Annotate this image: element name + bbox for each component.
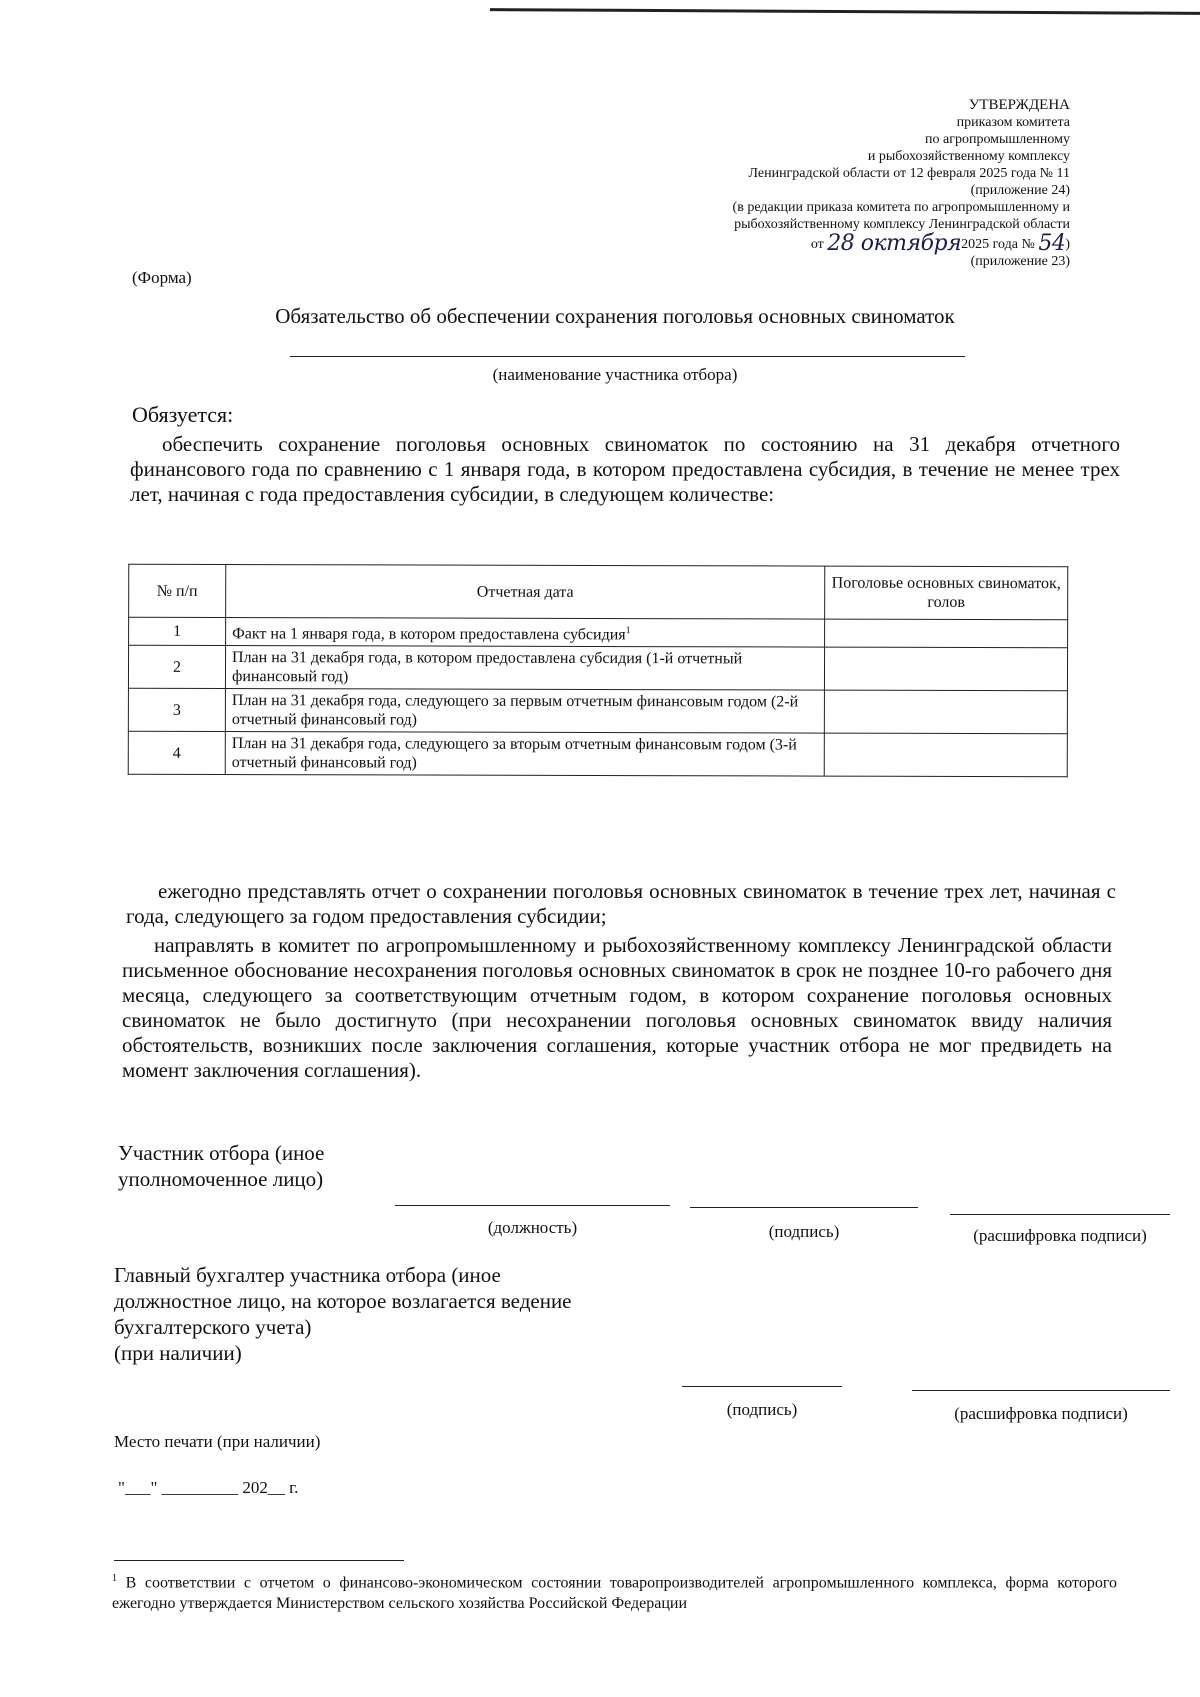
obliges-heading: Обязуется: (132, 402, 234, 427)
row-value-cell[interactable] (824, 733, 1067, 777)
accountant-signature-field[interactable] (682, 1386, 842, 1387)
row-label: План на 31 декабря года, в котором предоставлена субсидия (1-й отчетный финансовый год) (225, 646, 824, 691)
date-field[interactable]: "___" _________ 202__ г. (118, 1478, 299, 1497)
accountant-decode-field[interactable] (912, 1390, 1170, 1391)
obligation-paragraph-3: направлять в комитет по агропромышленному и рыбохозяйственному комплексу Ленинградской области письменное обоснование несохранения поголовья основных свиноматок в срок не позднее 10-го рабочего дня месяца, следующего за соответствующим отчетным годом, в котором сохранение поголовья основных свиноматок не было достигнуто (при несохранении поголовья основных свиноматок ввиду наличия обстоятельств, возникших после заключения соглашения, которые участник отбора не мог предвидеть на момент заключения соглашения). (122, 933, 1112, 1082)
signature-decode-caption: (расшифровка подписи) (973, 1226, 1147, 1245)
position-field[interactable] (395, 1205, 670, 1206)
table-row (128, 646, 1067, 691)
approval-line: Ленинградской области от 12 февраля 2025 года № 11 (748, 166, 1070, 181)
signatory-label-line: Участник отбора (иное (118, 1141, 325, 1165)
chief-accountant-label (114, 1262, 572, 1366)
approval-line: по агропромышленному (925, 132, 1070, 147)
approval-year: 2025 года № (961, 237, 1035, 252)
document-title: Обязательство об обеспечении сохранения поголовья основных свиноматок (275, 304, 955, 328)
accountant-signature-caption: (подпись) (726, 1400, 798, 1419)
signature-caption: (подпись) (768, 1222, 840, 1241)
signature-field[interactable] (690, 1207, 918, 1208)
stamp-place-label: Место печати (при наличии) (114, 1432, 321, 1451)
row-label: План на 31 декабря года, следующего за первым отчетным финансовым годом (2-й отчетный финансовый год) (225, 689, 824, 734)
accountant-decode-caption: (расшифровка подписи) (954, 1404, 1128, 1423)
approval-from: от (810, 237, 824, 252)
accountant-label-line: (при наличии) (114, 1341, 242, 1365)
signature-decode-field[interactable] (950, 1214, 1170, 1215)
footnote-ref: 1 (625, 625, 631, 637)
approval-block (610, 97, 1070, 270)
header-num: № п/п (129, 564, 226, 617)
participant-signatory-label (118, 1140, 324, 1192)
approval-line: (в редакции приказа комитета по агропромышленному и (732, 200, 1070, 215)
row-value-cell[interactable] (824, 690, 1067, 734)
row-number: 2 (128, 646, 225, 689)
sow-count-table (128, 564, 1069, 778)
row-label: План на 31 декабря года, следующего за вторым отчетным финансовым годом (3-й отчетный финансовый год) (225, 732, 824, 777)
accountant-label-line: бухгалтерского учета) (114, 1315, 312, 1339)
participant-name-field[interactable] (290, 356, 965, 357)
row-value-cell[interactable] (825, 619, 1068, 648)
header-count: Поголовье основных свиноматок, голов (825, 566, 1068, 620)
approval-line-date (610, 231, 1070, 256)
participant-name-caption: (наименование участника отбора) (492, 365, 738, 384)
obligation-paragraph-1: обеспечить сохранение поголовья основных свиноматок по состоянию на 31 декабря отчетного финансового года по сравнению с 1 января года, в котором предоставлена субсидия, в течение не менее трех лет, начиная с года предоставления субсидии, в следующем количестве: (130, 432, 1120, 506)
approval-line: (приложение 24) (970, 183, 1070, 198)
footnote-separator (114, 1560, 404, 1561)
obligation-paragraph-2: ежегодно представлять отчет о сохранении поголовья основных свиноматок в течение трех лет, начиная с года, следующего за годом предоставления субсидии; (126, 879, 1116, 928)
row-label (226, 618, 825, 648)
position-caption: (должность) (487, 1218, 578, 1237)
accountant-label-line: Главный бухгалтер участника отбора (иное (114, 1263, 501, 1287)
approval-line: приказом комитета (956, 115, 1070, 130)
row-label-text: Факт на 1 января года, в котором предоставлена субсидия (232, 625, 626, 644)
accountant-label-line: должностное лицо, на которое возлагается ведение (114, 1289, 572, 1313)
row-number: 1 (129, 617, 226, 646)
approval-line: рыбохозяйственному комплексу Ленинградской области (734, 217, 1070, 232)
table-row (128, 732, 1067, 777)
approval-line: и рыбохозяйственному комплексу (867, 149, 1070, 164)
handwritten-date: 28 октября (827, 231, 962, 256)
form-label: (Форма) (132, 268, 192, 287)
approval-close-paren: ) (1065, 237, 1070, 252)
row-number: 4 (128, 732, 225, 775)
table-row (129, 617, 1068, 648)
table-row (128, 689, 1067, 734)
signatory-label-line: уполномоченное лицо) (118, 1167, 324, 1191)
approval-line: (приложение 23) (970, 254, 1070, 269)
scan-edge-rule (490, 0, 1200, 15)
handwritten-number: 54 (1038, 231, 1066, 256)
row-value-cell[interactable] (824, 647, 1067, 691)
footnote-mark: 1 (112, 1573, 117, 1584)
approval-heading: УТВЕРЖДЕНА (968, 97, 1070, 113)
footnote-text: В соответствии с отчетом о финансово-экономическом состоянии товаропроизводителей агропромышленного комплекса, форма которого ежегодно утверждается Министерством сельского хозяйства Российской Федерации (112, 1574, 1118, 1613)
header-date: Отчетная дата (226, 565, 825, 620)
footnote (112, 1568, 1117, 1614)
table-header-row (129, 564, 1068, 619)
row-number: 3 (128, 689, 225, 732)
